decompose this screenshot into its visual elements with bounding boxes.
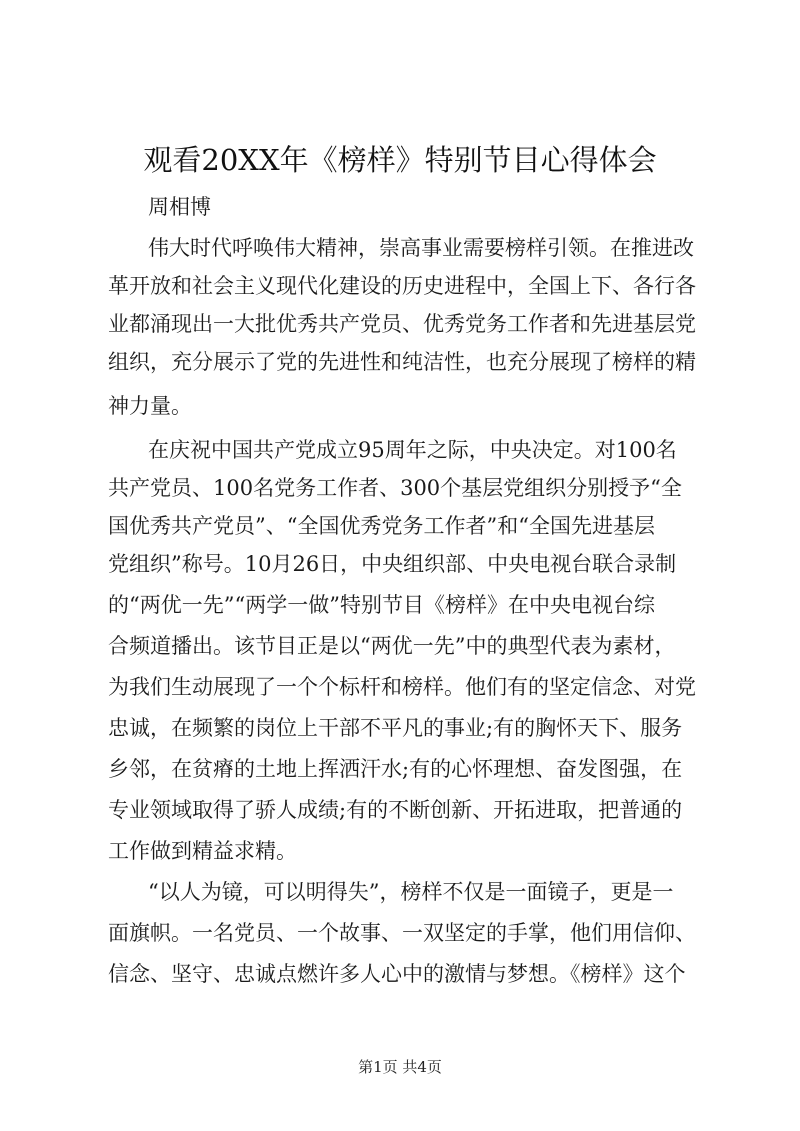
body-line: 共产党员、100名党务工作者、300个基层党组织分别授予“全 [108, 476, 682, 500]
body-line: 忠诚，在频繁的岗位上干部不平凡的事业;有的胸怀天下、服务 [108, 716, 683, 740]
body-line: 在庆祝中国共产党成立95周年之际，中央决定。对100名 [148, 438, 677, 462]
body-line: 国优秀共产党员”、“全国优秀党务工作者”和“全国先进基层 [108, 514, 655, 538]
body-line: 业都涌现出一大批优秀共产党员、优秀党务工作者和先进基层党 [108, 312, 696, 336]
body-line: 专业领域取得了骄人成绩;有的不断创新、开拓进取，把普通的 [108, 798, 683, 822]
body-line: 乡邻，在贫瘠的土地上挥洒汗水;有的心怀理想、奋发图强，在 [108, 757, 683, 781]
body-line: 为我们生动展现了一个个标杆和榜样。他们有的坚定信念、对党 [108, 675, 696, 699]
body-line: “以人为镜，可以明得失”，榜样不仅是一面镜子，更是一 [148, 880, 674, 904]
document-title: 观看20XX年《榜样》特别节目心得体会 [143, 143, 657, 177]
body-line: 伟大时代呼唤伟大精神，崇高事业需要榜样引领。在推进改 [148, 236, 694, 260]
body-line: 党组织”称号。10月26日，中央组织部、中央电视台联合录制 [108, 552, 677, 576]
body-line: 工作做到精益求精。 [108, 839, 297, 863]
body-line: 面旗帜。一名党员、一个故事、一双坚定的手掌，他们用信仰、 [108, 921, 696, 945]
body-line: 组织，充分展示了党的先进性和纯洁性，也充分展现了榜样的精 [108, 350, 696, 374]
body-line: 信念、坚守、忠诚点燃许多人心中的激情与梦想。《榜样》这个 [108, 962, 686, 986]
body-line: 革开放和社会主义现代化建设的历史进程中，全国上下、各行各 [108, 274, 696, 298]
body-line: 合频道播出。该节目正是以“两优一先”中的典型代表为素材， [108, 634, 676, 658]
author-name: 周相博 [148, 195, 211, 219]
page-number: 第1页 共4页 [358, 1058, 442, 1076]
body-line: 神力量。 [108, 394, 192, 418]
body-line: 的“两优一先”“两学一做”特别节目《榜样》在中央电视台综 [108, 593, 655, 617]
